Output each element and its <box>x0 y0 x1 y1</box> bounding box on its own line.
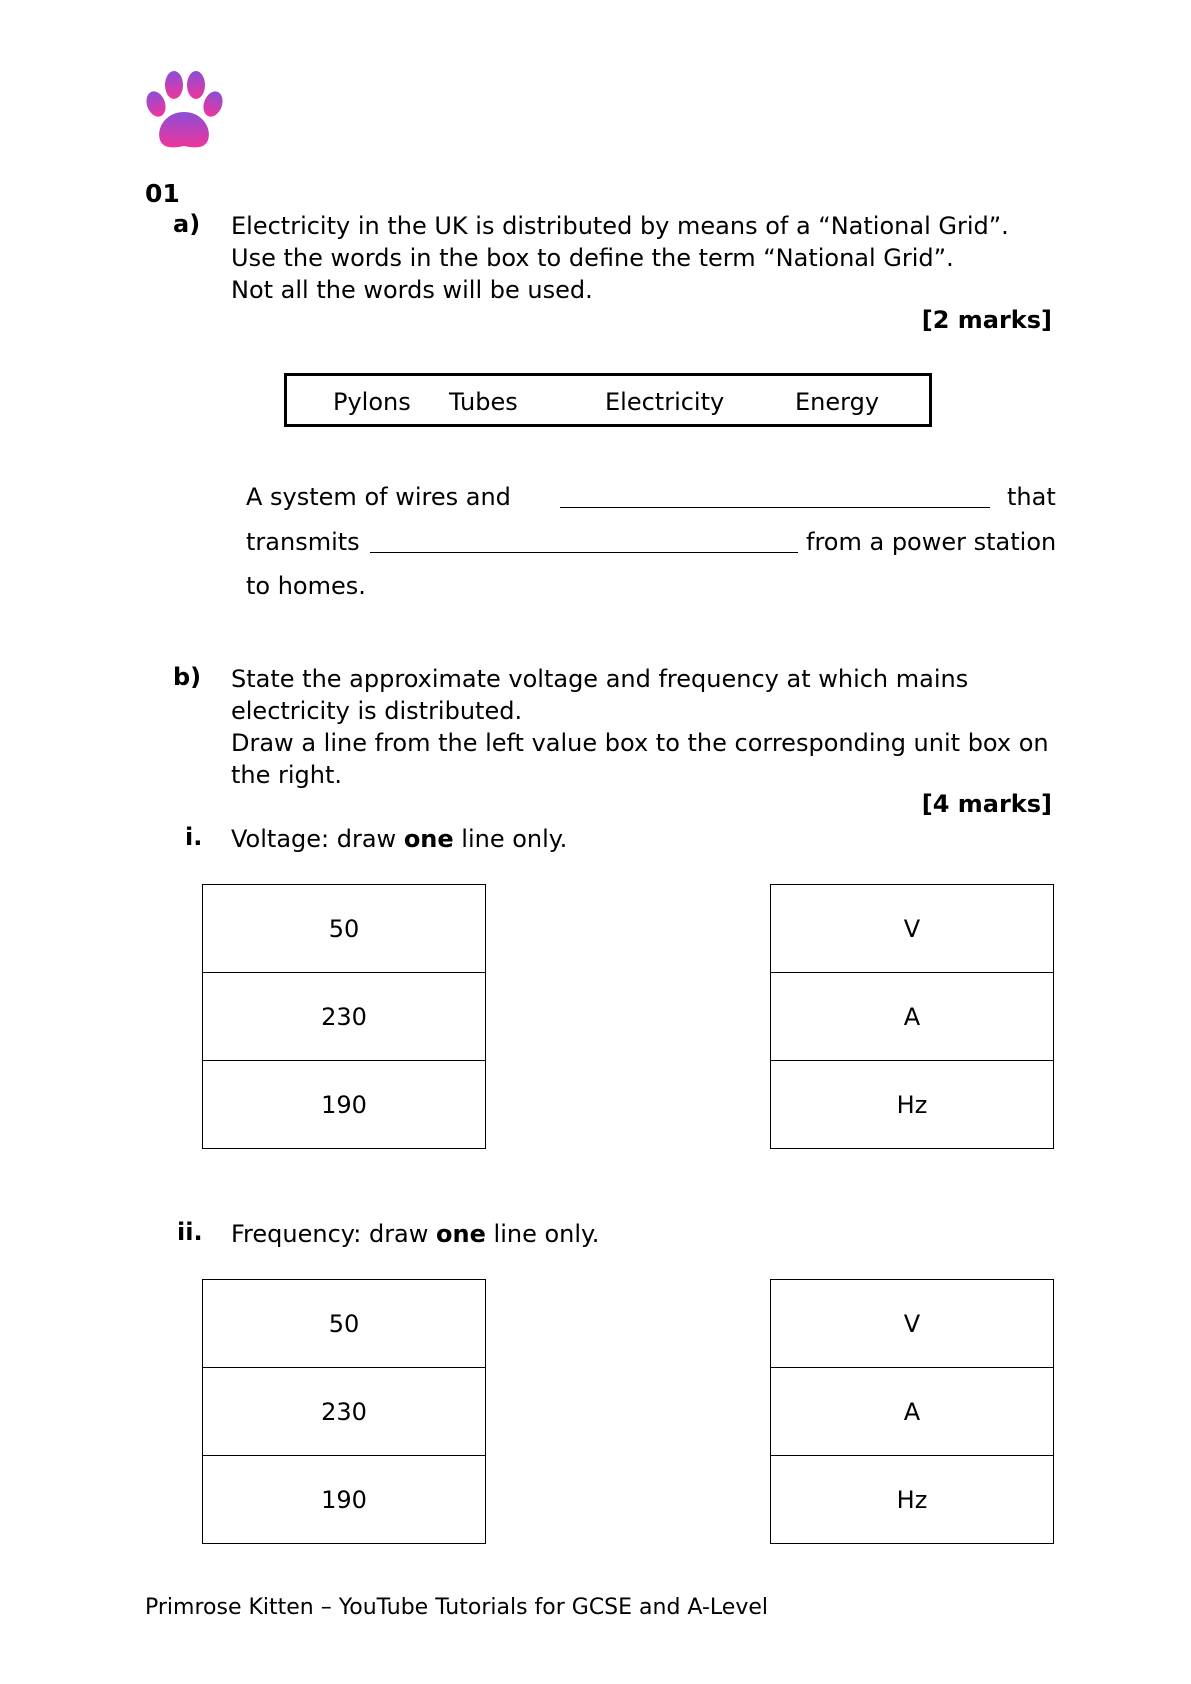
part-b-line-1: State the approximate voltage and frequency at which mains <box>231 665 969 693</box>
fill-line-2-end: from a power station <box>806 528 1057 556</box>
value-box[interactable]: 190 <box>203 1456 486 1544</box>
unit-box[interactable]: A <box>771 973 1054 1061</box>
frequency-units-table <box>770 1279 1054 1544</box>
answer-blank-1[interactable] <box>560 485 990 508</box>
part-b-line-3: Draw a line from the left value box to the corresponding unit box on <box>231 729 1049 757</box>
fill-line-3: to homes. <box>246 572 366 600</box>
fill-line-2-start: transmits <box>246 528 360 556</box>
unit-box[interactable]: V <box>771 885 1054 973</box>
part-a-line-1: Electricity in the UK is distributed by means of a “National Grid”. <box>231 212 1009 240</box>
part-b-label: b) <box>173 663 202 691</box>
part-a-label: a) <box>173 210 201 238</box>
part-b-line-2: electricity is distributed. <box>231 697 523 725</box>
word-box <box>284 373 932 427</box>
voltage-values-table <box>202 884 486 1149</box>
word-electricity: Electricity <box>605 388 725 416</box>
part-b-line-4: the right. <box>231 761 343 789</box>
part-a-marks: [2 marks] <box>921 306 1052 334</box>
page-footer: Primrose Kitten – YouTube Tutorials for GCSE and A-Level <box>145 1595 768 1620</box>
frequency-values-table <box>202 1279 486 1544</box>
value-box[interactable]: 190 <box>203 1061 486 1149</box>
question-number: 01 <box>145 179 180 208</box>
word-tubes: Tubes <box>449 388 518 416</box>
value-box[interactable]: 230 <box>203 1368 486 1456</box>
unit-box[interactable]: Hz <box>771 1061 1054 1149</box>
voltage-units-table <box>770 884 1054 1149</box>
sub-i-instruction: Voltage: draw one line only. <box>231 825 568 853</box>
sub-i-label: i. <box>185 823 203 851</box>
unit-box[interactable]: A <box>771 1368 1054 1456</box>
value-box[interactable]: 50 <box>203 1280 486 1368</box>
part-a-line-2: Use the words in the box to define the term “National Grid”. <box>231 244 954 272</box>
sub-ii-instruction: Frequency: draw one line only. <box>231 1220 600 1248</box>
fill-line-1-start: A system of wires and <box>246 483 511 511</box>
value-box[interactable]: 230 <box>203 973 486 1061</box>
part-a-line-3: Not all the words will be used. <box>231 276 593 304</box>
unit-box[interactable]: Hz <box>771 1456 1054 1544</box>
fill-line-1-end: that <box>1007 483 1056 511</box>
word-energy: Energy <box>795 388 880 416</box>
word-pylons: Pylons <box>333 388 411 416</box>
paw-print-icon <box>144 70 224 152</box>
sub-ii-label: ii. <box>177 1218 203 1246</box>
answer-blank-2[interactable] <box>370 530 798 553</box>
part-b-marks: [4 marks] <box>921 790 1052 818</box>
unit-box[interactable]: V <box>771 1280 1054 1368</box>
value-box[interactable]: 50 <box>203 885 486 973</box>
